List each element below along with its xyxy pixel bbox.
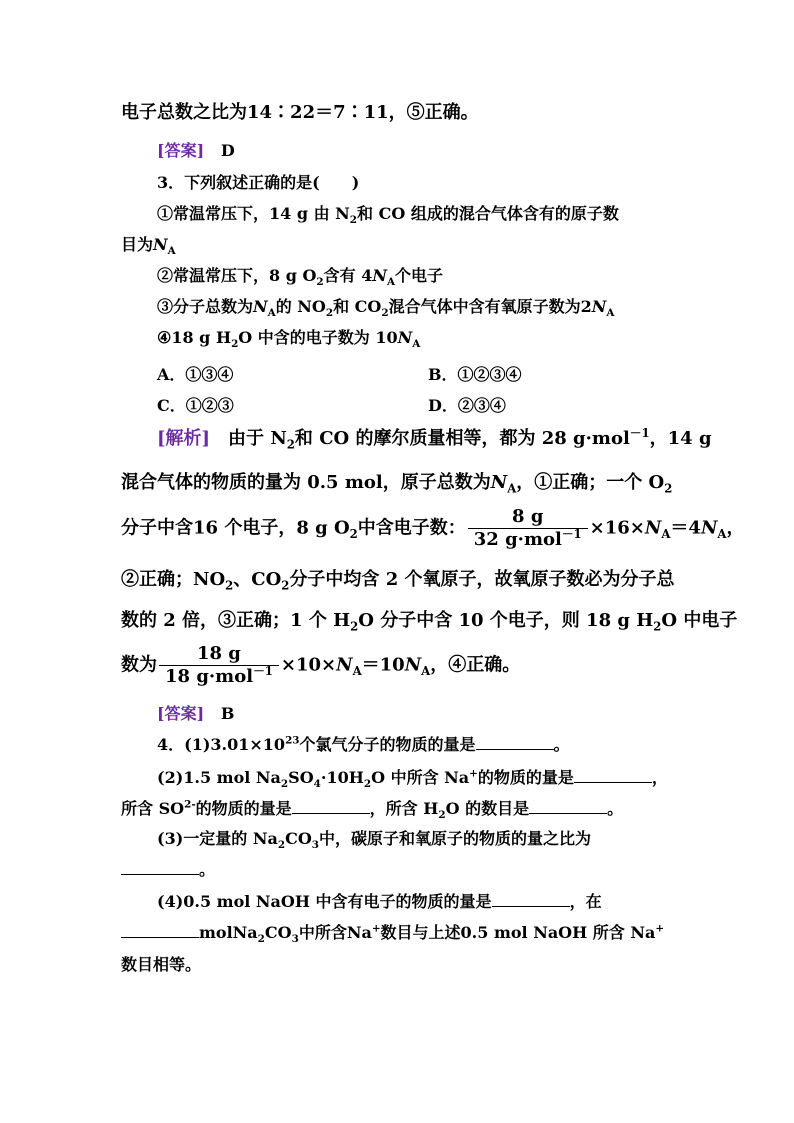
q3-statement-3: ③分子总数为$N_A$的 $NO_2$和 $CO_2$混合气体中含有氧原子数为$2N_A$ xyxy=(157,297,615,320)
analysis-line-6: 数为 $\frac{18 g}{18 g\cdot mol^{-1}}$ $\times 10\times N_A=10N_A$，④正确。 xyxy=(121,643,521,687)
question-4-part-1: 4．$(1)3.01\times 10^{23}$个氯气分子的物质的量是 。 xyxy=(157,734,570,754)
answer-line-q2 xyxy=(157,143,235,159)
analysis-tag: [解析] xyxy=(157,428,211,449)
answer-blank[interactable] xyxy=(574,782,652,783)
question-4-part-3-cont: 。 xyxy=(121,862,215,878)
question-3-stem: 3．下列叙述正确的是( ) xyxy=(157,173,360,192)
answer-blank[interactable] xyxy=(121,874,199,875)
analysis-line-5: 数的 2 倍，③正确；1 个 $H_2O$ 分子中含 10 个电子，则 18 g $H_2O$ 中电子 xyxy=(121,610,738,634)
question-4-part-2-cont: 所含 $SO^{2-}$的物质的量是 ，所含 $H_2O$ 的数目是 。 xyxy=(121,798,624,822)
answer-value: B xyxy=(220,704,235,723)
q3-statement-1: ①常温常压下，14 g 由 $N_2$和 CO 组成的混合气体含有的原子数 xyxy=(157,204,619,227)
option-a: A．①③④ xyxy=(157,365,234,384)
question-4-part-4-cont: $molNa_2CO_3$中所含Na+数目与上述0.5 mol NaOH 所含 Na+ xyxy=(121,925,664,941)
answer-tag: [答案] xyxy=(157,141,205,160)
answer-blank[interactable] xyxy=(292,813,370,814)
analysis-line-4: ②正确；$NO_2$、$CO_2$分子中均含 2 个氧原子，故氧原子数必为分子总 xyxy=(121,569,675,593)
question-4-part-3: (3)一定量的 $Na_2CO_3$中，碳原子和氧原子的物质的量之比为 xyxy=(157,829,591,852)
analysis-line-2: 混合气体的物质的量为 0.5 mol，原子总数为$N_A$，①正确；一个 $O_2$ xyxy=(121,472,673,496)
answer-blank[interactable] xyxy=(476,749,554,750)
option-c: C．①②③ xyxy=(157,396,234,415)
q3-statement-4: ④18 g $H_2O$ 中含的电子数为 $10N_A$ xyxy=(157,328,421,351)
answer-blank[interactable] xyxy=(121,937,199,938)
answer-line-q3 xyxy=(157,706,234,722)
fraction-electron-count: $\frac{8 g}{32 g\cdot mol^{-1}}$ xyxy=(468,508,588,549)
question-4-part-4-end: 数目相等。 xyxy=(121,955,202,974)
analysis-line-1: [解析] 由于 $N_2$和 CO 的摩尔质量相等，都为 28 g·mol$^{-1}$，14 g xyxy=(157,426,712,452)
answer-tag: [答案] xyxy=(157,704,205,723)
question-4-part-4: (4)0.5 mol NaOH 中含有电子的物质的量是 ，在 xyxy=(157,892,602,911)
q3-statement-1-cont: 目为$N_A$ xyxy=(121,235,176,258)
q3-statement-2: ②常温常压下，8 g $O_2$含有 $4N_A$个电子 xyxy=(157,266,444,289)
answer-blank[interactable] xyxy=(492,906,570,907)
text-line-ratio: 电子总数之比为14∶22＝7∶11，⑤正确。 xyxy=(121,102,479,123)
option-d: D．②③④ xyxy=(428,396,506,415)
fraction-water-electrons: $\frac{18 g}{18 g\cdot mol^{-1}}$ xyxy=(159,645,279,686)
question-4-part-2: (2)1.5 mol $Na_2SO_4\cdot 10H_2O$ 中所含 Na+的物质的量是 ， xyxy=(157,767,668,791)
answer-value: D xyxy=(220,141,235,160)
answer-blank[interactable] xyxy=(529,813,607,814)
analysis-line-3: 分子中含16 个电子，8 g $O_2$中含电子数： $\frac{8 g}{32 g\cdot mol^{-1}}$ $\times 16\times N_A=4N_A$， xyxy=(121,506,745,550)
option-b: B．①②③④ xyxy=(428,365,522,384)
